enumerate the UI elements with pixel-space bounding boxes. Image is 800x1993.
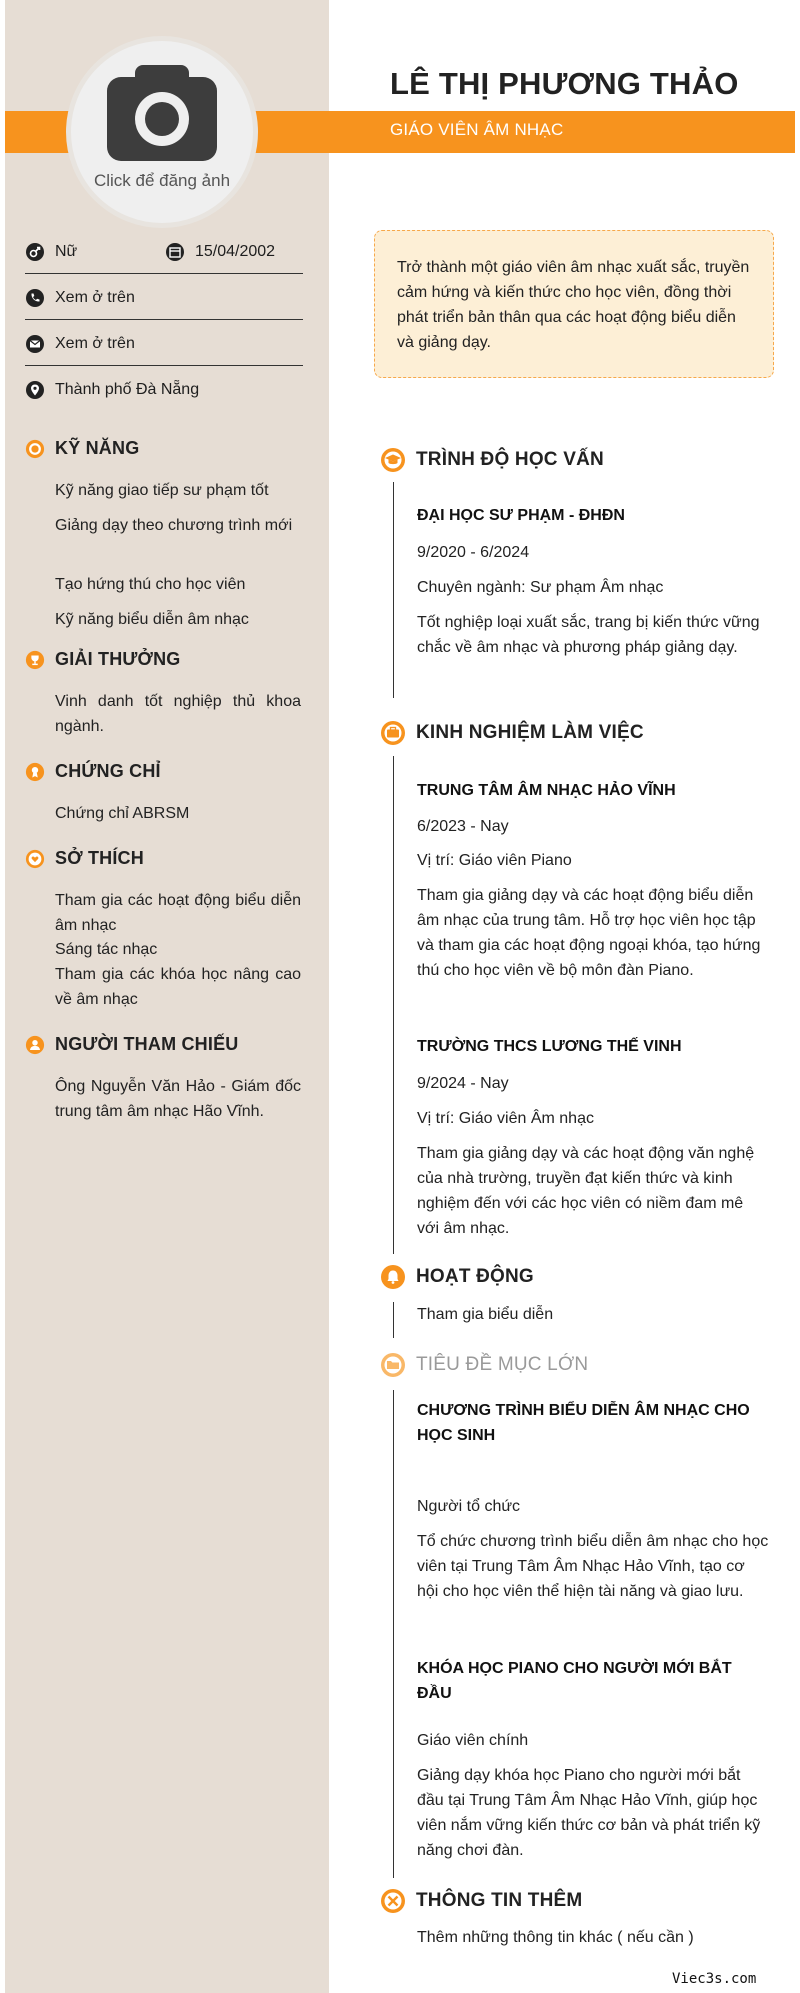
timeline-line-experience [393,756,394,1254]
activities-section-heading [380,1264,534,1290]
gender-icon [25,242,45,262]
extra-info-section-heading [380,1888,582,1914]
job-period: 9/2024 - Nay [417,1075,509,1092]
birthday-value: 15/04/2002 [195,242,276,260]
skill-item: Kỹ năng giao tiếp sư phạm tốt [55,482,269,499]
award-text: Vinh danh tốt nghiệp thủ khoa ngành. [55,693,301,735]
timeline-line-big-section [393,1390,394,1878]
hobby-item: Sáng tác nhạc [55,941,158,958]
briefcase-icon [380,720,406,746]
reference-text: Ông Nguyễn Văn Hảo - Giám đốc trung tâm âm nhạc Hão Vĩnh. [55,1078,301,1120]
hobby-item: Tham gia các hoạt động biểu diễn âm nhạc [55,892,301,934]
education-description: Tốt nghiệp loại xuất sắc, trang bị kiến thức vững chắc về âm nhạc và phương pháp giảng dạy. [417,614,760,656]
education-period: 9/2020 - 6/2024 [417,544,530,561]
certificate-text: Chứng chỉ ABRSM [55,805,190,822]
calendar-icon [165,242,185,262]
references-heading: NGƯỜI THAM CHIẾU [55,1034,239,1054]
job-description: Tham gia giảng dạy và các hoạt động văn nghệ của nhà trường, truyền đạt kiến thức và kinh nghiệm đến với các học viên có niềm đam mê với âm nhạc. [417,1145,755,1237]
camera-icon [107,65,217,161]
big-section-heading[interactable] [380,1352,588,1378]
awards-section-heading [25,649,180,670]
hobby-item: Tham gia các khóa học nâng cao về âm nhạc [55,966,301,1008]
email-icon [25,334,45,354]
career-objective-text: Trở thành một giáo viên âm nhạc xuất sắc, truyền cảm hứng và kiến thức cho học viên, đồng thời phát triển bản thân qua các hoạt động biểu diễn và giảng dạy. [397,259,750,351]
skills-heading: KỸ NĂNG [55,438,140,458]
avatar-upload[interactable] [66,36,258,228]
email-value: Xem ở trên [55,334,135,352]
career-objective-box [374,230,774,378]
reference-icon [25,1035,45,1055]
folder-icon [380,1352,406,1378]
timeline-line-activities [393,1302,394,1338]
timeline-line-education [393,482,394,698]
big-section-item-title: CHƯƠNG TRÌNH BIỂU DIỄN ÂM NHẠC CHO HỌC SINH [417,1402,750,1444]
big-section-item-description: Tổ chức chương trình biểu diễn âm nhạc cho học viên tại Trung Tâm Âm Nhạc Hảo Vĩnh, tạo cơ hội cho học viên thể hiện tài năng và giao lưu. [417,1533,769,1600]
education-section-heading [380,447,604,473]
experience-section-heading [380,720,644,746]
address-value: Thành phố Đà Nẵng [55,381,200,398]
extra-info-text: Thêm những thông tin khác ( nếu cần ) [417,1929,694,1946]
upload-photo-label: Click để đăng ảnh [93,171,231,190]
job-position: Vị trí: Giáo viên Âm nhạc [417,1110,594,1127]
hobbies-section-heading [25,848,144,869]
skill-item: Giảng dạy theo chương trình mới [55,517,293,534]
job-period: 6/2023 - Nay [417,818,509,835]
big-section-item-description: Giảng dạy khóa học Piano cho người mới bắt đầu tại Trung Tâm Âm Nhạc Hảo Vĩnh, giúp học viên nắm vững kiến thức cơ bản và phát triển kỹ năng chơi đàn. [417,1767,761,1859]
education-heading: TRÌNH ĐỘ HỌC VẤN [416,449,604,470]
certificates-heading: CHỨNG CHỈ [55,761,161,781]
big-section-item-role: Giáo viên chính [417,1732,529,1749]
info-icon [380,1888,406,1914]
heart-icon [25,849,45,869]
trophy-icon [25,650,45,670]
job-position: Vị trí: Giáo viên Piano [417,852,572,869]
location-icon [25,380,45,400]
big-section-title: TIÊU ĐỀ MỤC LỚN [416,1354,589,1375]
certificates-section-heading [25,761,161,782]
skills-section-heading [25,438,139,459]
bell-icon [380,1264,406,1290]
phone-value: Xem ở trên [55,288,135,306]
contact-row-personal [25,230,303,274]
big-section-item-title: KHÓA HỌC PIANO CHO NGƯỜI MỚI BẮT ĐẦU [417,1660,732,1702]
certificate-icon [25,762,45,782]
references-section-heading [25,1034,238,1055]
contact-row-email [25,322,303,366]
education-school: ĐẠI HỌC SƯ PHẠM - ĐHĐN [417,507,625,524]
hobbies-heading: SỞ THÍCH [55,848,144,868]
phone-icon [25,288,45,308]
job-title: GIÁO VIÊN ÂM NHẠC [390,120,564,139]
experience-heading: KINH NGHIỆM LÀM VIỆC [416,722,644,743]
skill-item: Tạo hứng thú cho học viên [55,576,246,593]
contact-row-address [25,368,303,412]
awards-heading: GIẢI THƯỞNG [55,649,181,669]
activities-heading: HOẠT ĐỘNG [416,1266,534,1287]
full-name: LÊ THỊ PHƯƠNG THẢO [390,66,739,101]
gender-value: Nữ [55,242,78,260]
skill-item: Kỹ năng biểu diễn âm nhạc [55,611,249,628]
skills-icon [25,439,45,459]
education-major: Chuyên ngành: Sư phạm Âm nhạc [417,579,664,596]
extra-info-heading: THÔNG TIN THÊM [416,1890,583,1911]
job-company: TRUNG TÂM ÂM NHẠC HẢO VĨNH [417,782,676,799]
big-section-item-role: Người tổ chức [417,1498,521,1515]
graduation-cap-icon [380,447,406,473]
job-description: Tham gia giảng dạy và các hoạt động biểu diễn âm nhạc của trung tâm. Hỗ trợ học viên học tập và tham gia các hoạt động ngoại khóa, tạo hứng thú cho học viên về bộ môn đàn Piano. [417,887,761,979]
activities-text: Tham gia biểu diễn [417,1306,554,1323]
job-company: TRƯỜNG THCS LƯƠNG THẾ VINH [417,1038,682,1055]
contact-row-phone [25,276,303,320]
footer-watermark: Viec3s.com [672,1971,757,1987]
